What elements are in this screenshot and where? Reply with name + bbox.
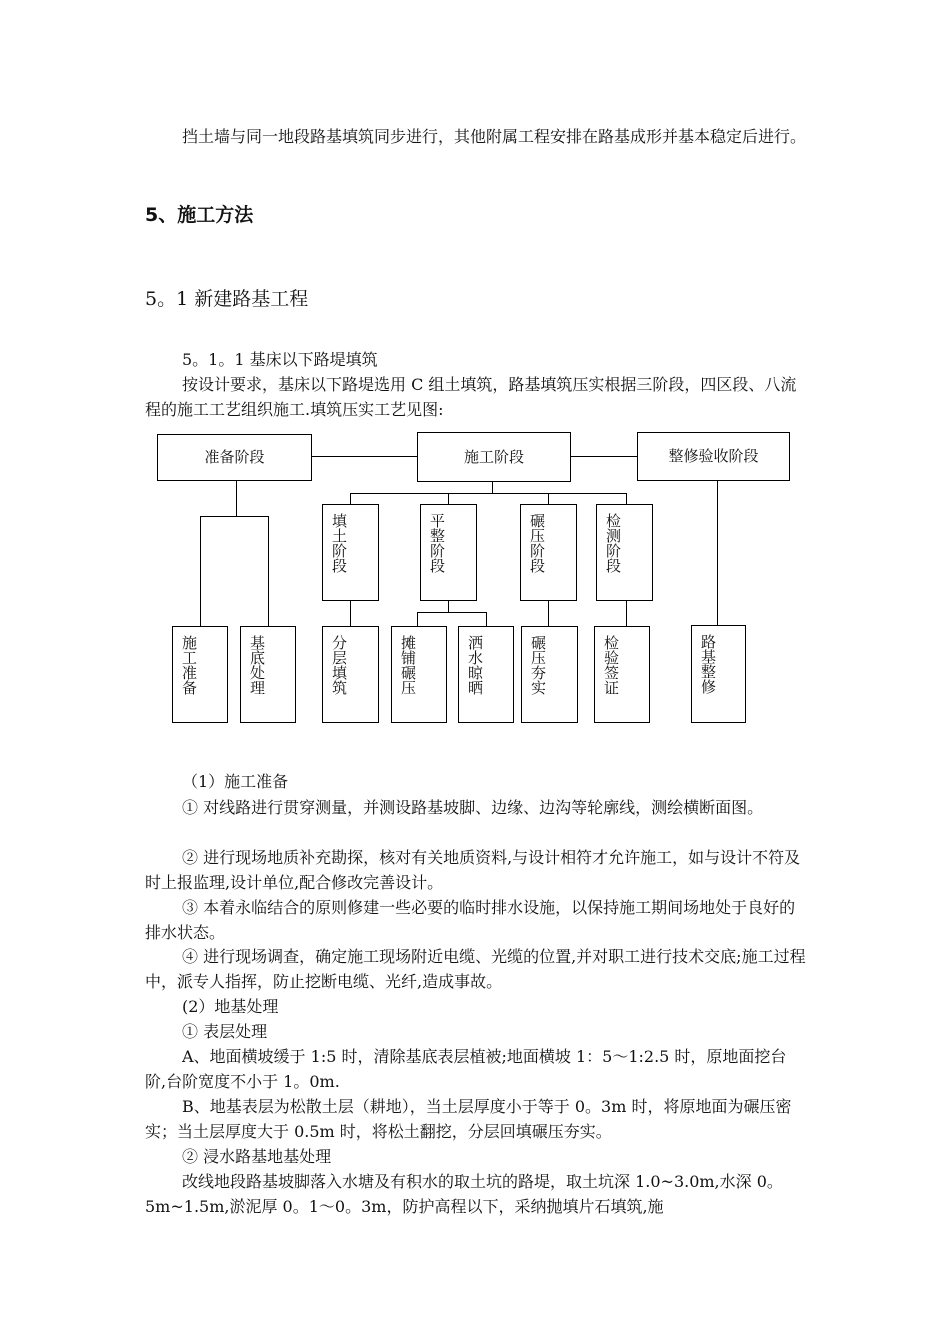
item-prep-1: ① 对线路进行贯穿测量，并测设路基坡脚、边缘、边沟等轮廓线，测绘横断面图。 [182,798,764,817]
connector-line [486,612,487,626]
leaf-water-label: 洒水晾晒 [466,635,484,695]
leaf-trim-label: 路基整修 [699,634,717,694]
substage-level-box [420,504,477,601]
stage-construction-box: 施工阶段 [417,432,571,482]
connector-line [717,481,718,625]
leaf-layer-box [322,626,379,723]
stage-preparation-box: 准备阶段 [157,434,312,481]
connector-line [350,493,626,494]
substage-test-label: 检测阶段 [604,513,622,573]
leaf-layer-label: 分层填筑 [330,635,348,695]
connector-line [350,493,351,504]
connector-line [350,601,351,626]
subsection-heading: 5。1 新建路基工程 [145,288,309,310]
connector-line [268,516,269,626]
connector-line [492,482,493,493]
leaf-trim-box [691,625,746,723]
leaf-tamp-label: 碾压夯实 [529,635,547,695]
connector-line [312,456,417,457]
paragraph-retaining-wall: 挡土墙与同一地段路基填筑同步进行，其他附属工程安排在路基成形并基本稳定后进行。 [182,127,807,146]
connector-line [417,612,487,613]
leaf-prep-box [172,626,228,723]
item-prep-2: ② 进行现场地质补充勘探，核对有关地质资料,与设计相符才允许施工，如与设计不符及时上报监理,设计单位,配合修改完善设计。 [145,848,801,892]
item-prep-4: ④ 进行现场调查，确定施工现场附近电缆、光缆的位置,并对职工进行技术交底;施工过程中，派专人指挥，防止挖断电缆、光纤,造成事故。 [145,947,806,991]
leaf-prep-label: 施工准备 [180,635,198,695]
leaf-base-label: 基底处理 [248,635,266,695]
connector-line [571,456,637,457]
substage-fill-box [322,504,379,601]
item-surface-treatment: ① 表层处理 [182,1022,268,1041]
item-submerged: ② 浸水路基地基处理 [182,1147,332,1166]
leaf-inspect-box [594,626,650,723]
leaf-spread-box [391,626,447,723]
item-submerged-text: 改线地段路基坡脚落入水塘及有积水的取土坑的路堤，取土坑深 1.0~3.0m,水深 0。5m~1.5m,淤泥厚 0。1～0。3m，防护高程以下，采纳抛填片石填筑,施 [145,1172,783,1216]
leaf-base-box [240,626,296,723]
item-surface-a: A、地面横坡缓于 1:5 时，清除基底表层植被;地面横坡 1：5～1:2.5 时，原地面挖台阶,台阶宽度不小于 1。0m. [145,1047,787,1091]
leaf-tamp-box [521,626,578,723]
connector-line [626,493,627,504]
connector-line [626,601,627,626]
substage-compact-label: 碾压阶段 [528,513,546,573]
item-surface-b: B、地基表层为松散土层（耕地），当土层厚度小于等于 0。3m 时，将原地面为碾压密实；当土层厚度大于 0.5m 时，将松土翻挖，分层回填碾压夯实。 [145,1097,792,1141]
paragraph-design-requirement: 按设计要求，基床以下路堤选用 C 组土填筑，路基填筑压实根据三阶段，四区段、八流程的施工工艺组织施工.填筑压实工艺见图: [145,375,797,419]
item-heading-foundation: (2）地基处理 [182,997,279,1016]
leaf-spread-label: 摊铺碾压 [399,635,417,695]
subsubsection-heading: 5。1。1 基床以下路堤填筑 [182,350,378,369]
connector-line [448,493,449,504]
connector-line [548,601,549,626]
stage-acceptance-box: 整修验收阶段 [637,432,790,481]
substage-level-label: 平整阶段 [428,513,446,573]
item-heading-prep: （1）施工准备 [182,772,289,791]
section-heading: 5、施工方法 [145,204,254,226]
connector-line [200,516,268,517]
leaf-water-box [458,626,514,723]
substage-test-box [596,504,653,601]
connector-line [448,601,449,612]
connector-line [200,516,201,626]
connector-line [548,493,549,504]
substage-fill-label: 填土阶段 [330,513,348,573]
connector-line [236,481,237,516]
leaf-inspect-label: 检验签证 [602,635,620,695]
connector-line [417,612,418,626]
item-prep-3: ③ 本着永临结合的原则修建一些必要的临时排水设施，以保持施工期间场地处于良好的排水状态。 [145,898,796,942]
substage-compact-box [520,504,577,601]
